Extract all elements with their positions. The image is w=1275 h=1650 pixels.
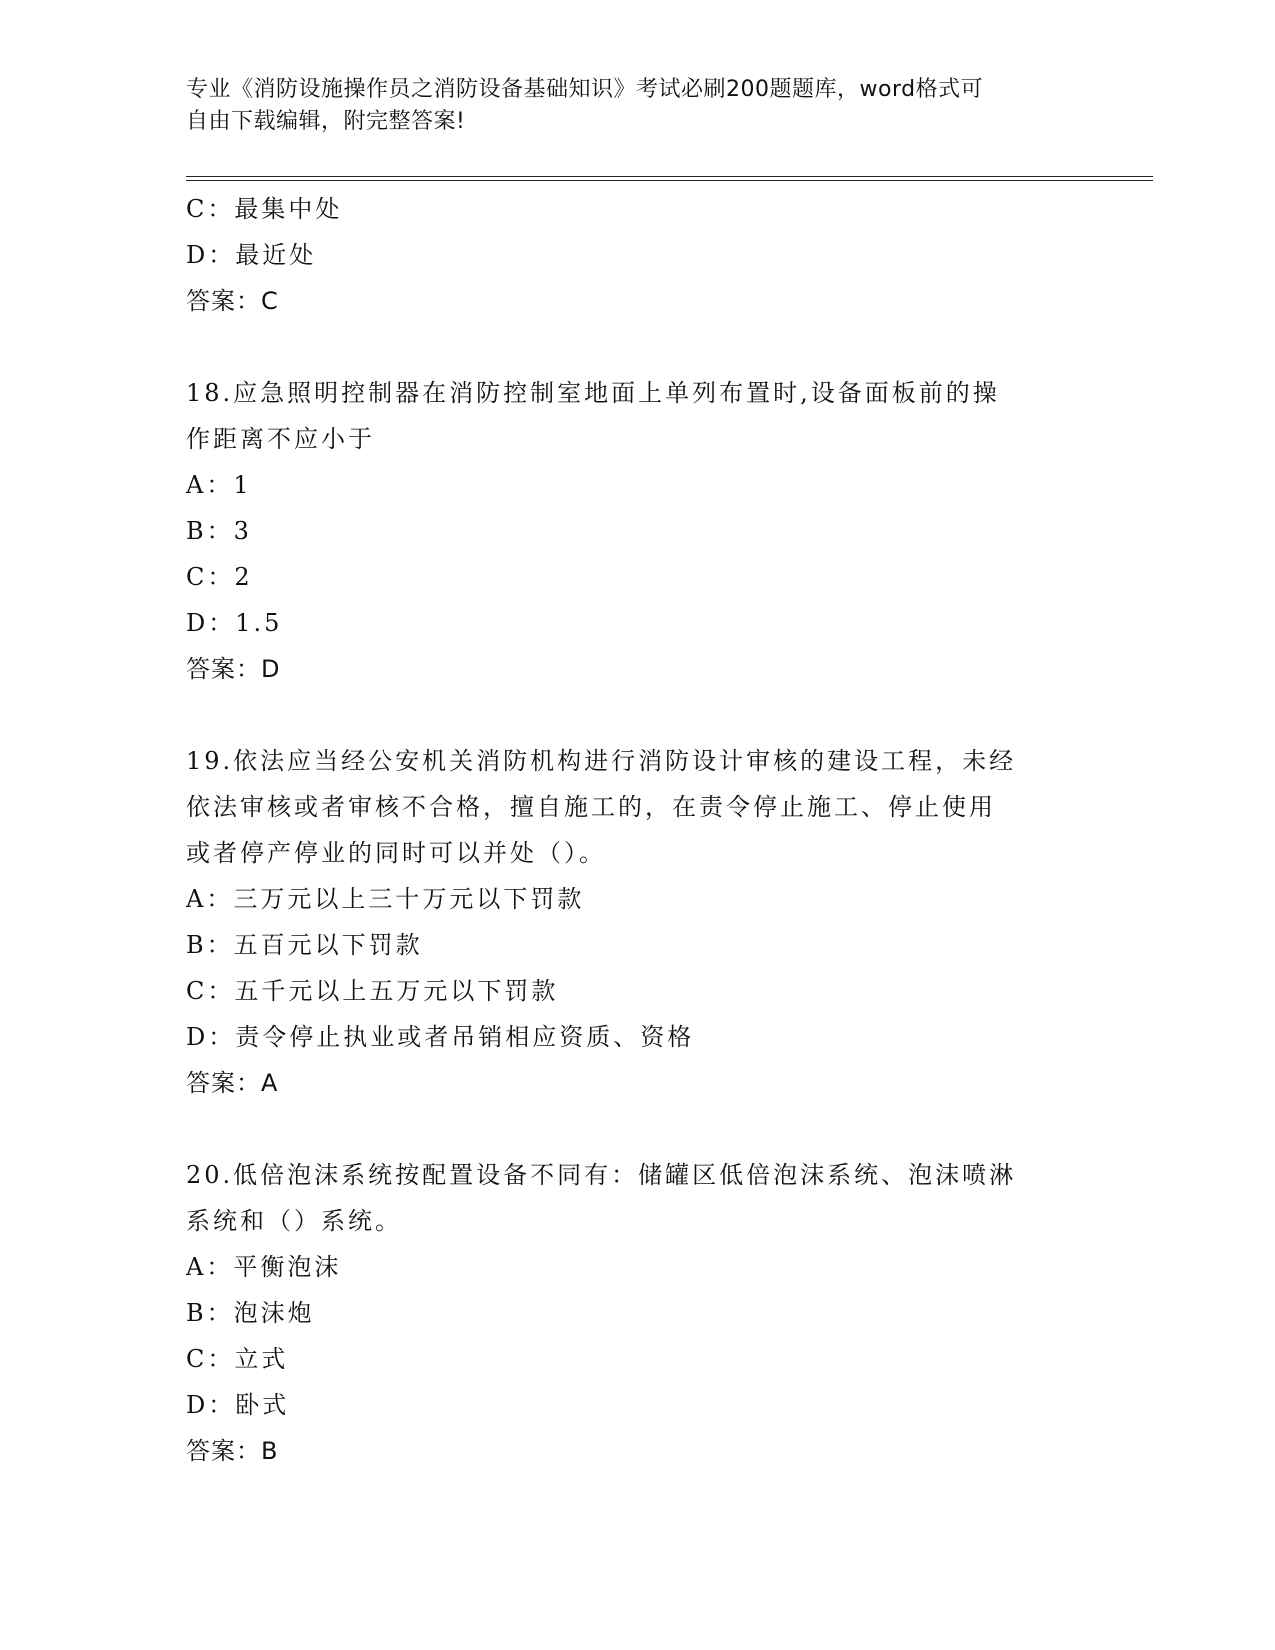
answer: 答案：D <box>186 655 281 683</box>
option-b: B：五百元以下罚款 <box>186 931 423 959</box>
question-content <box>186 186 1086 1474</box>
option-c: C：五千元以上五万元以下罚款 <box>186 977 559 1005</box>
option-c: C：立式 <box>186 1345 289 1373</box>
header-line-2: 自由下载编辑，附完整答案! <box>186 109 466 134</box>
header-line-1: 专业《消防设施操作员之消防设备基础知识》考试必刷200题题库，word格式可 <box>186 77 984 102</box>
header-divider <box>186 176 1153 181</box>
question-20 <box>186 1152 1086 1474</box>
option-d: D：最近处 <box>186 241 317 269</box>
option-d: D：卧式 <box>186 1391 290 1419</box>
answer: 答案：A <box>186 1069 279 1097</box>
option-b: B：3 <box>186 517 252 545</box>
option-d: D：责令停止执业或者吊销相应资质、资格 <box>186 1023 695 1051</box>
spacer <box>186 1106 1086 1152</box>
option-c: C：2 <box>186 563 253 591</box>
question-19 <box>186 738 1086 1106</box>
option-b: B：泡沫炮 <box>186 1299 315 1327</box>
question-stem: 18.应急照明控制器在消防控制室地面上单列布置时,设备面板前的操 <box>186 379 1000 407</box>
page-header <box>186 74 1086 138</box>
option-a: A：1 <box>186 471 252 499</box>
answer: 答案：C <box>186 287 279 315</box>
question-stem: 19.依法应当经公安机关消防机构进行消防设计审核的建设工程，未经 <box>186 747 1017 775</box>
option-a: A：平衡泡沫 <box>186 1253 342 1281</box>
option-d: D：1.5 <box>186 609 283 637</box>
spacer <box>186 324 1086 370</box>
answer: 答案：B <box>186 1437 279 1465</box>
spacer <box>186 692 1086 738</box>
question-stem: 20.低倍泡沫系统按配置设备不同有：储罐区低倍泡沫系统、泡沫喷淋 <box>186 1161 1017 1189</box>
question-stem: 系统和（）系统。 <box>186 1207 402 1235</box>
question-stem: 或者停产停业的同时可以并处（）。 <box>186 839 606 867</box>
question-17-continuation <box>186 186 1086 324</box>
option-a: A：三万元以上三十万元以下罚款 <box>186 885 585 913</box>
option-c: C：最集中处 <box>186 195 343 223</box>
question-18 <box>186 370 1086 692</box>
question-stem: 作距离不应小于 <box>186 425 375 453</box>
question-stem: 依法审核或者审核不合格，擅自施工的，在责令停止施工、停止使用 <box>186 793 996 821</box>
